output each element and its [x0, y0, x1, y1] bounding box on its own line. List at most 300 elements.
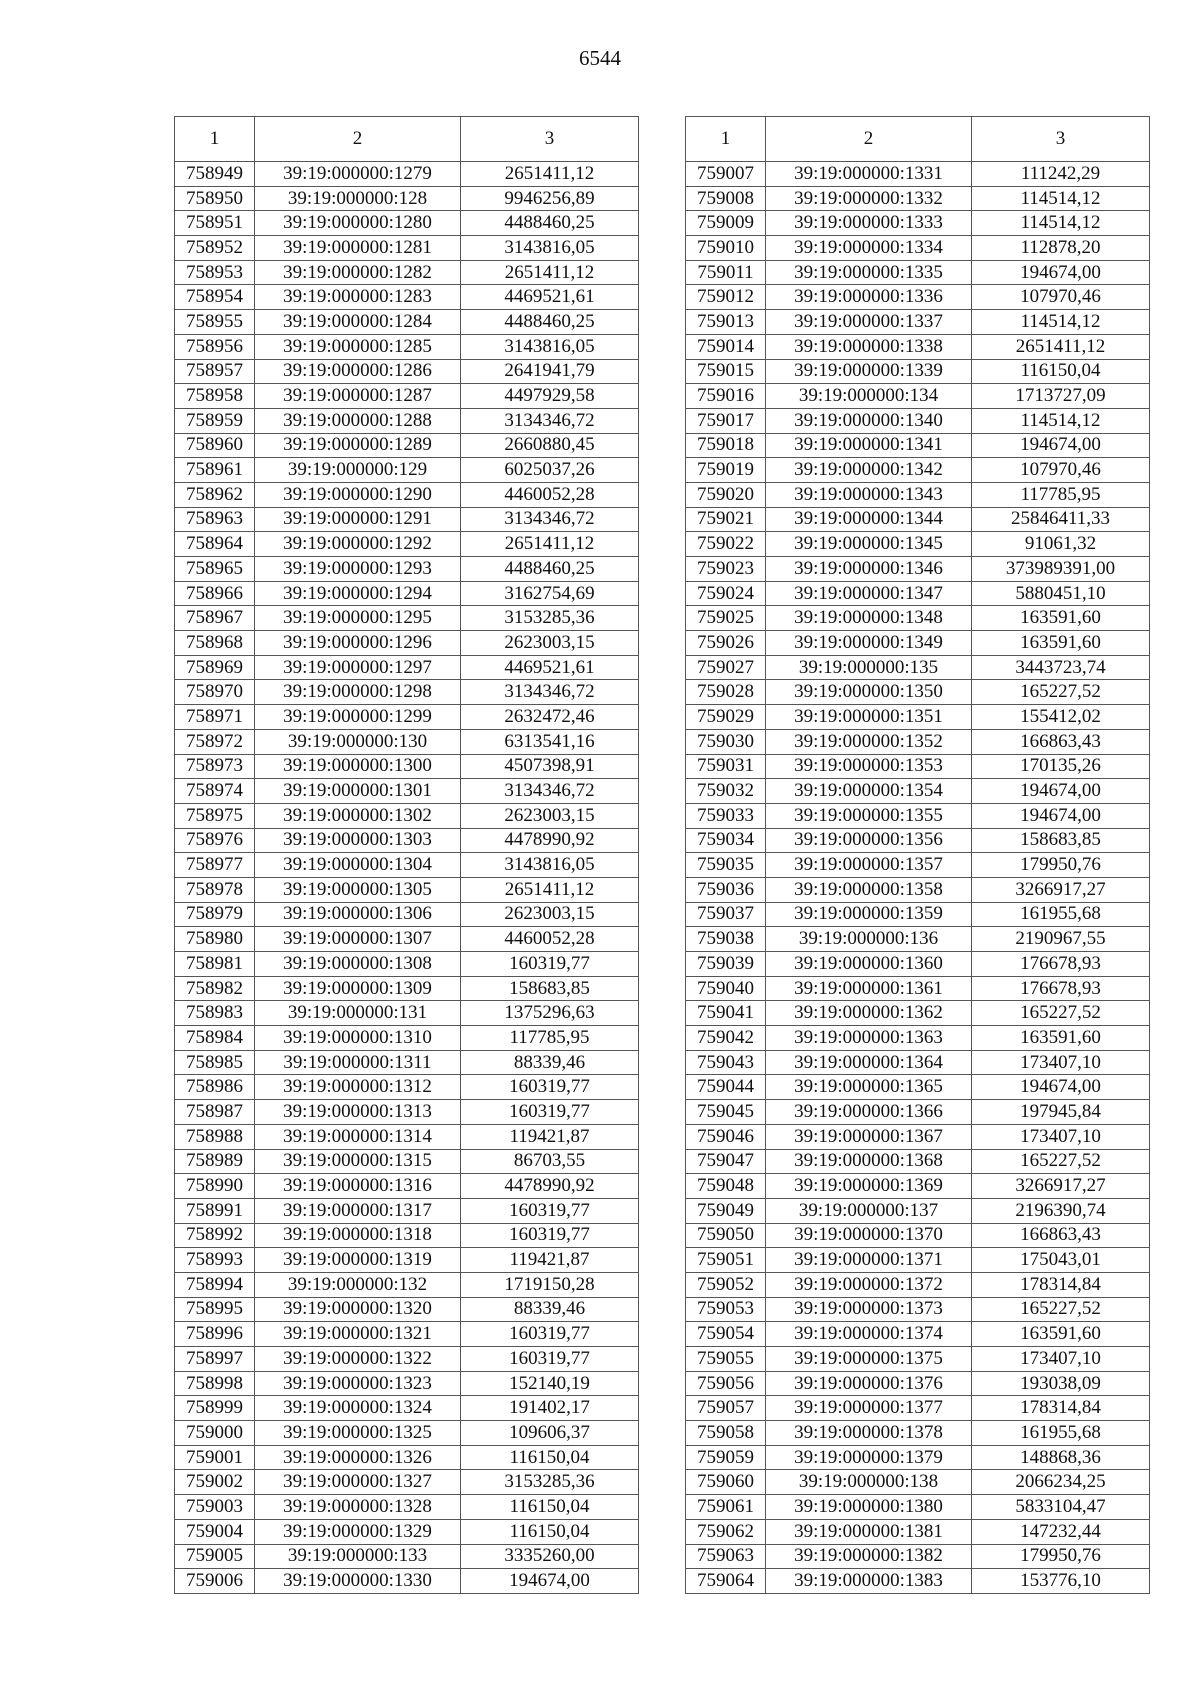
- row-number-cell: 759017: [686, 408, 766, 433]
- cadastral-number-cell: 39:19:000000:1290: [255, 482, 461, 507]
- table-row: [175, 359, 639, 384]
- table-row: [686, 1174, 1150, 1199]
- cadastral-number-cell: 39:19:000000:1339: [766, 359, 972, 384]
- row-number-cell: 759025: [686, 606, 766, 631]
- table-row: [175, 1124, 639, 1149]
- table-row: [686, 952, 1150, 977]
- value-cell: 197945,84: [972, 1100, 1150, 1125]
- row-number-cell: 759049: [686, 1198, 766, 1223]
- cadastral-number-cell: 39:19:000000:1364: [766, 1050, 972, 1075]
- value-cell: 25846411,33: [972, 507, 1150, 532]
- row-number-cell: 759009: [686, 211, 766, 236]
- row-number-cell: 758978: [175, 877, 255, 902]
- value-cell: 3143816,05: [461, 236, 639, 261]
- cadastral-number-cell: 39:19:000000:1356: [766, 828, 972, 853]
- value-cell: 4478990,92: [461, 1174, 639, 1199]
- value-cell: 2651411,12: [461, 877, 639, 902]
- cadastral-number-cell: 39:19:000000:1321: [255, 1322, 461, 1347]
- row-number-cell: 758956: [175, 334, 255, 359]
- value-cell: 114514,12: [972, 211, 1150, 236]
- value-cell: 163591,60: [972, 1026, 1150, 1051]
- table-row: [175, 1322, 639, 1347]
- table-row: [175, 186, 639, 211]
- cadastral-number-cell: 39:19:000000:1332: [766, 186, 972, 211]
- value-cell: 165227,52: [972, 1001, 1150, 1026]
- value-cell: 161955,68: [972, 1421, 1150, 1446]
- value-cell: 107970,46: [972, 285, 1150, 310]
- value-cell: 2623003,15: [461, 631, 639, 656]
- value-cell: 5880451,10: [972, 581, 1150, 606]
- table-row: [175, 1100, 639, 1125]
- cadastral-number-cell: 39:19:000000:1358: [766, 877, 972, 902]
- cadastral-number-cell: 39:19:000000:1325: [255, 1421, 461, 1446]
- table-row: [686, 754, 1150, 779]
- row-number-cell: 759052: [686, 1272, 766, 1297]
- cadastral-number-cell: 39:19:000000:1328: [255, 1495, 461, 1520]
- row-number-cell: 759028: [686, 680, 766, 705]
- value-cell: 2066234,25: [972, 1470, 1150, 1495]
- value-cell: 153776,10: [972, 1569, 1150, 1594]
- row-number-cell: 759035: [686, 853, 766, 878]
- row-number-cell: 758986: [175, 1075, 255, 1100]
- row-number-cell: 758977: [175, 853, 255, 878]
- cadastral-number-cell: 39:19:000000:1378: [766, 1421, 972, 1446]
- row-number-cell: 758963: [175, 507, 255, 532]
- row-number-cell: 758966: [175, 581, 255, 606]
- value-cell: 3335260,00: [461, 1544, 639, 1569]
- cadastral-number-cell: 39:19:000000:1310: [255, 1026, 461, 1051]
- cadastral-number-cell: 39:19:000000:1343: [766, 482, 972, 507]
- table-row: [686, 779, 1150, 804]
- row-number-cell: 759037: [686, 902, 766, 927]
- row-number-cell: 759053: [686, 1297, 766, 1322]
- value-cell: 178314,84: [972, 1396, 1150, 1421]
- value-cell: 194674,00: [461, 1569, 639, 1594]
- table-row: [686, 1272, 1150, 1297]
- table-row: [686, 1519, 1150, 1544]
- row-number-cell: 759022: [686, 532, 766, 557]
- column-header: 2: [255, 117, 461, 162]
- row-number-cell: 759036: [686, 877, 766, 902]
- table-row: [175, 1519, 639, 1544]
- cadastral-number-cell: 39:19:000000:1324: [255, 1396, 461, 1421]
- value-cell: 2196390,74: [972, 1198, 1150, 1223]
- cadastral-number-cell: 39:19:000000:1374: [766, 1322, 972, 1347]
- value-cell: 176678,93: [972, 976, 1150, 1001]
- row-number-cell: 759058: [686, 1421, 766, 1446]
- column-header: 1: [175, 117, 255, 162]
- table-row: [175, 211, 639, 236]
- value-cell: 4488460,25: [461, 310, 639, 335]
- table-row: [175, 1569, 639, 1594]
- row-number-cell: 758984: [175, 1026, 255, 1051]
- value-cell: 160319,77: [461, 1198, 639, 1223]
- cadastral-number-cell: 39:19:000000:134: [766, 384, 972, 409]
- table-row: [686, 631, 1150, 656]
- row-number-cell: 758979: [175, 902, 255, 927]
- table-row: [175, 162, 639, 187]
- value-cell: 3153285,36: [461, 606, 639, 631]
- table-row: [175, 507, 639, 532]
- value-cell: 2632472,46: [461, 705, 639, 730]
- table-row: [686, 1124, 1150, 1149]
- data-table-left: [174, 116, 639, 1594]
- column-header: 3: [461, 117, 639, 162]
- cadastral-number-cell: 39:19:000000:1323: [255, 1371, 461, 1396]
- cadastral-number-cell: 39:19:000000:1305: [255, 877, 461, 902]
- cadastral-number-cell: 39:19:000000:133: [255, 1544, 461, 1569]
- table-row: [175, 680, 639, 705]
- row-number-cell: 759027: [686, 655, 766, 680]
- value-cell: 4478990,92: [461, 828, 639, 853]
- cadastral-number-cell: 39:19:000000:1282: [255, 260, 461, 285]
- cadastral-number-cell: 39:19:000000:1298: [255, 680, 461, 705]
- cadastral-number-cell: 39:19:000000:1293: [255, 557, 461, 582]
- value-cell: 114514,12: [972, 310, 1150, 335]
- table-row: [686, 877, 1150, 902]
- row-number-cell: 758968: [175, 631, 255, 656]
- cadastral-number-cell: 39:19:000000:1338: [766, 334, 972, 359]
- cadastral-number-cell: 39:19:000000:1376: [766, 1371, 972, 1396]
- value-cell: 148868,36: [972, 1445, 1150, 1470]
- cadastral-number-cell: 39:19:000000:1296: [255, 631, 461, 656]
- cadastral-number-cell: 39:19:000000:1357: [766, 853, 972, 878]
- cadastral-number-cell: 39:19:000000:136: [766, 927, 972, 952]
- value-cell: 373989391,00: [972, 557, 1150, 582]
- row-number-cell: 758973: [175, 754, 255, 779]
- cadastral-number-cell: 39:19:000000:1359: [766, 902, 972, 927]
- value-cell: 2660880,45: [461, 433, 639, 458]
- row-number-cell: 759002: [175, 1470, 255, 1495]
- row-number-cell: 759004: [175, 1519, 255, 1544]
- cadastral-number-cell: 39:19:000000:1379: [766, 1445, 972, 1470]
- value-cell: 2651411,12: [461, 532, 639, 557]
- value-cell: 2651411,12: [972, 334, 1150, 359]
- value-cell: 163591,60: [972, 1322, 1150, 1347]
- row-number-cell: 759050: [686, 1223, 766, 1248]
- cadastral-number-cell: 39:19:000000:1301: [255, 779, 461, 804]
- cadastral-number-cell: 39:19:000000:1354: [766, 779, 972, 804]
- table-row: [686, 1026, 1150, 1051]
- cadastral-number-cell: 39:19:000000:1333: [766, 211, 972, 236]
- value-cell: 173407,10: [972, 1124, 1150, 1149]
- cadastral-number-cell: 39:19:000000:1382: [766, 1544, 972, 1569]
- value-cell: 3143816,05: [461, 334, 639, 359]
- row-number-cell: 758988: [175, 1124, 255, 1149]
- value-cell: 170135,26: [972, 754, 1150, 779]
- table-row: [175, 1371, 639, 1396]
- table-row: [175, 976, 639, 1001]
- row-number-cell: 758993: [175, 1248, 255, 1273]
- table-row: [686, 680, 1150, 705]
- row-number-cell: 759057: [686, 1396, 766, 1421]
- table-row: [686, 236, 1150, 261]
- value-cell: 3266917,27: [972, 1174, 1150, 1199]
- cadastral-number-cell: 39:19:000000:1352: [766, 729, 972, 754]
- cadastral-number-cell: 39:19:000000:1330: [255, 1569, 461, 1594]
- row-number-cell: 759010: [686, 236, 766, 261]
- row-number-cell: 759029: [686, 705, 766, 730]
- table-row: [175, 260, 639, 285]
- row-number-cell: 759023: [686, 557, 766, 582]
- row-number-cell: 758997: [175, 1347, 255, 1372]
- table-row: [175, 1075, 639, 1100]
- table-row: [686, 507, 1150, 532]
- row-number-cell: 759043: [686, 1050, 766, 1075]
- cadastral-number-cell: 39:19:000000:1373: [766, 1297, 972, 1322]
- table-row: [686, 1495, 1150, 1520]
- table-row: [175, 285, 639, 310]
- cadastral-number-cell: 39:19:000000:128: [255, 186, 461, 211]
- row-number-cell: 759020: [686, 482, 766, 507]
- table-row: [686, 285, 1150, 310]
- cadastral-number-cell: 39:19:000000:1355: [766, 803, 972, 828]
- cadastral-number-cell: 39:19:000000:1289: [255, 433, 461, 458]
- value-cell: 111242,29: [972, 162, 1150, 187]
- cadastral-number-cell: 39:19:000000:1369: [766, 1174, 972, 1199]
- value-cell: 117785,95: [461, 1026, 639, 1051]
- table-row: [175, 408, 639, 433]
- cadastral-number-cell: 39:19:000000:1334: [766, 236, 972, 261]
- cadastral-number-cell: 39:19:000000:1370: [766, 1223, 972, 1248]
- row-number-cell: 759051: [686, 1248, 766, 1273]
- table-row: [175, 655, 639, 680]
- cadastral-number-cell: 39:19:000000:131: [255, 1001, 461, 1026]
- table-row: [175, 729, 639, 754]
- row-number-cell: 759030: [686, 729, 766, 754]
- row-number-cell: 759001: [175, 1445, 255, 1470]
- cadastral-number-cell: 39:19:000000:1283: [255, 285, 461, 310]
- row-number-cell: 759059: [686, 1445, 766, 1470]
- cadastral-number-cell: 39:19:000000:1314: [255, 1124, 461, 1149]
- value-cell: 152140,19: [461, 1371, 639, 1396]
- table-row: [686, 1198, 1150, 1223]
- table-row: [686, 532, 1150, 557]
- table-row: [686, 828, 1150, 853]
- value-cell: 155412,02: [972, 705, 1150, 730]
- table-row: [175, 1347, 639, 1372]
- cadastral-number-cell: 39:19:000000:1291: [255, 507, 461, 532]
- cadastral-number-cell: 39:19:000000:1287: [255, 384, 461, 409]
- cadastral-number-cell: 39:19:000000:1331: [766, 162, 972, 187]
- table-row: [686, 976, 1150, 1001]
- cadastral-number-cell: 39:19:000000:1372: [766, 1272, 972, 1297]
- cadastral-number-cell: 39:19:000000:1375: [766, 1347, 972, 1372]
- cadastral-number-cell: 39:19:000000:1304: [255, 853, 461, 878]
- table-row: [686, 557, 1150, 582]
- cadastral-number-cell: 39:19:000000:1307: [255, 927, 461, 952]
- row-number-cell: 759034: [686, 828, 766, 853]
- table-row: [175, 779, 639, 804]
- table-row: [686, 1075, 1150, 1100]
- cadastral-number-cell: 39:19:000000:129: [255, 458, 461, 483]
- row-number-cell: 759013: [686, 310, 766, 335]
- value-cell: 163591,60: [972, 631, 1150, 656]
- cadastral-number-cell: 39:19:000000:1367: [766, 1124, 972, 1149]
- row-number-cell: 758950: [175, 186, 255, 211]
- table-row: [686, 1544, 1150, 1569]
- cadastral-number-cell: 39:19:000000:1303: [255, 828, 461, 853]
- table-row: [175, 1026, 639, 1051]
- cadastral-number-cell: 39:19:000000:1365: [766, 1075, 972, 1100]
- row-number-cell: 758967: [175, 606, 255, 631]
- table-row: [175, 1445, 639, 1470]
- row-number-cell: 759055: [686, 1347, 766, 1372]
- table-row: [686, 655, 1150, 680]
- cadastral-number-cell: 39:19:000000:1380: [766, 1495, 972, 1520]
- value-cell: 6025037,26: [461, 458, 639, 483]
- table-row: [175, 1149, 639, 1174]
- value-cell: 191402,17: [461, 1396, 639, 1421]
- table-row: [686, 1371, 1150, 1396]
- table-row: [175, 532, 639, 557]
- row-number-cell: 758958: [175, 384, 255, 409]
- value-cell: 178314,84: [972, 1272, 1150, 1297]
- row-number-cell: 759056: [686, 1371, 766, 1396]
- table-row: [686, 384, 1150, 409]
- cadastral-number-cell: 39:19:000000:138: [766, 1470, 972, 1495]
- cadastral-number-cell: 39:19:000000:1309: [255, 976, 461, 1001]
- table-row: [175, 1174, 639, 1199]
- cadastral-number-cell: 39:19:000000:1342: [766, 458, 972, 483]
- row-number-cell: 759045: [686, 1100, 766, 1125]
- table-row: [686, 408, 1150, 433]
- column-header: 2: [766, 117, 972, 162]
- table-row: [175, 433, 639, 458]
- cadastral-number-cell: 39:19:000000:1297: [255, 655, 461, 680]
- value-cell: 88339,46: [461, 1050, 639, 1075]
- value-cell: 158683,85: [972, 828, 1150, 853]
- row-number-cell: 758972: [175, 729, 255, 754]
- table-row: [686, 310, 1150, 335]
- value-cell: 109606,37: [461, 1421, 639, 1446]
- cadastral-number-cell: 39:19:000000:1317: [255, 1198, 461, 1223]
- value-cell: 2651411,12: [461, 162, 639, 187]
- value-cell: 165227,52: [972, 1149, 1150, 1174]
- value-cell: 4488460,25: [461, 557, 639, 582]
- value-cell: 3443723,74: [972, 655, 1150, 680]
- row-number-cell: 758985: [175, 1050, 255, 1075]
- table-row: [175, 1297, 639, 1322]
- table-row: [175, 853, 639, 878]
- table-row: [686, 1470, 1150, 1495]
- value-cell: 160319,77: [461, 952, 639, 977]
- row-number-cell: 758992: [175, 1223, 255, 1248]
- value-cell: 160319,77: [461, 1322, 639, 1347]
- cadastral-number-cell: 39:19:000000:1329: [255, 1519, 461, 1544]
- cadastral-number-cell: 39:19:000000:1292: [255, 532, 461, 557]
- table-row: [175, 1223, 639, 1248]
- value-cell: 2190967,55: [972, 927, 1150, 952]
- cadastral-number-cell: 39:19:000000:1327: [255, 1470, 461, 1495]
- row-number-cell: 759041: [686, 1001, 766, 1026]
- table-row: [175, 1248, 639, 1273]
- value-cell: 160319,77: [461, 1100, 639, 1125]
- value-cell: 4469521,61: [461, 655, 639, 680]
- value-cell: 158683,85: [461, 976, 639, 1001]
- row-number-cell: 759031: [686, 754, 766, 779]
- cadastral-number-cell: 39:19:000000:1345: [766, 532, 972, 557]
- row-number-cell: 758953: [175, 260, 255, 285]
- table-row: [175, 631, 639, 656]
- table-row: [175, 606, 639, 631]
- cadastral-number-cell: 39:19:000000:1368: [766, 1149, 972, 1174]
- row-number-cell: 759003: [175, 1495, 255, 1520]
- value-cell: 173407,10: [972, 1050, 1150, 1075]
- column-header: 3: [972, 117, 1150, 162]
- value-cell: 116150,04: [461, 1445, 639, 1470]
- cadastral-number-cell: 39:19:000000:1337: [766, 310, 972, 335]
- value-cell: 166863,43: [972, 1223, 1150, 1248]
- value-cell: 86703,55: [461, 1149, 639, 1174]
- value-cell: 2641941,79: [461, 359, 639, 384]
- table-row: [175, 1050, 639, 1075]
- cadastral-number-cell: 39:19:000000:1363: [766, 1026, 972, 1051]
- value-cell: 91061,32: [972, 532, 1150, 557]
- cadastral-number-cell: 39:19:000000:1281: [255, 236, 461, 261]
- table-row: [686, 1396, 1150, 1421]
- row-number-cell: 759063: [686, 1544, 766, 1569]
- cadastral-number-cell: 39:19:000000:130: [255, 729, 461, 754]
- table-row: [686, 433, 1150, 458]
- page-number: 6544: [579, 46, 621, 70]
- table-row: [175, 927, 639, 952]
- value-cell: 116150,04: [461, 1495, 639, 1520]
- table-row: [686, 1050, 1150, 1075]
- row-number-cell: 758999: [175, 1396, 255, 1421]
- cadastral-number-cell: 39:19:000000:1344: [766, 507, 972, 532]
- row-number-cell: 758983: [175, 1001, 255, 1026]
- row-number-cell: 758971: [175, 705, 255, 730]
- cadastral-number-cell: 39:19:000000:1284: [255, 310, 461, 335]
- cadastral-number-cell: 39:19:000000:1318: [255, 1223, 461, 1248]
- table-row: [175, 1544, 639, 1569]
- table-row: [175, 458, 639, 483]
- cadastral-number-cell: 39:19:000000:1336: [766, 285, 972, 310]
- row-number-cell: 758975: [175, 803, 255, 828]
- cadastral-number-cell: 39:19:000000:1341: [766, 433, 972, 458]
- table-row: [175, 1421, 639, 1446]
- table-row: [175, 877, 639, 902]
- row-number-cell: 759000: [175, 1421, 255, 1446]
- row-number-cell: 758981: [175, 952, 255, 977]
- table-row: [175, 803, 639, 828]
- row-number-cell: 758989: [175, 1149, 255, 1174]
- cadastral-number-cell: 39:19:000000:1285: [255, 334, 461, 359]
- cadastral-number-cell: 39:19:000000:1312: [255, 1075, 461, 1100]
- cadastral-number-cell: 39:19:000000:135: [766, 655, 972, 680]
- cadastral-number-cell: 39:19:000000:1319: [255, 1248, 461, 1273]
- value-cell: 4460052,28: [461, 482, 639, 507]
- table-row: [686, 1100, 1150, 1125]
- table-row: [686, 1248, 1150, 1273]
- cadastral-number-cell: 39:19:000000:1313: [255, 1100, 461, 1125]
- row-number-cell: 758982: [175, 976, 255, 1001]
- table-row: [175, 902, 639, 927]
- cadastral-number-cell: 39:19:000000:1299: [255, 705, 461, 730]
- cadastral-number-cell: 39:19:000000:1288: [255, 408, 461, 433]
- value-cell: 179950,76: [972, 853, 1150, 878]
- value-cell: 1375296,63: [461, 1001, 639, 1026]
- value-cell: 194674,00: [972, 803, 1150, 828]
- value-cell: 2623003,15: [461, 803, 639, 828]
- row-number-cell: 759040: [686, 976, 766, 1001]
- value-cell: 160319,77: [461, 1223, 639, 1248]
- cadastral-number-cell: 39:19:000000:1360: [766, 952, 972, 977]
- value-cell: 114514,12: [972, 186, 1150, 211]
- row-number-cell: 758990: [175, 1174, 255, 1199]
- value-cell: 5833104,47: [972, 1495, 1150, 1520]
